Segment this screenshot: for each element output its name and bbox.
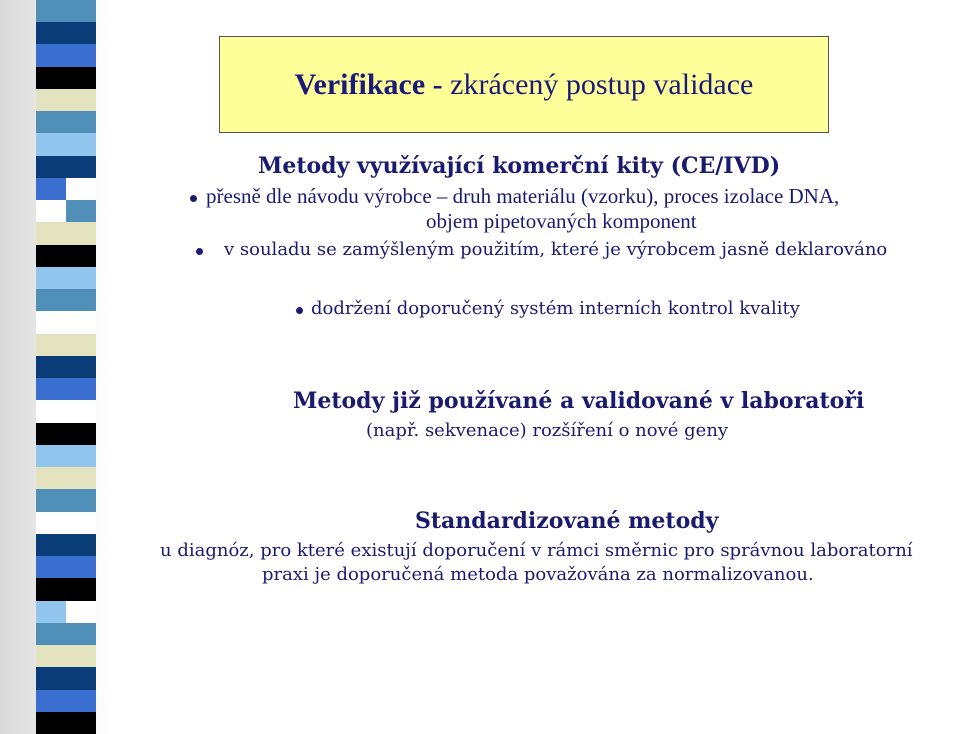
section1-heading: Metody využívající komerční kity (CE/IVD) [258,153,781,179]
bullet-dot-1 [190,195,197,202]
stripe-block [36,0,66,23]
stripe-block [36,667,66,690]
stripe-block [36,311,66,334]
stripe-block [66,22,96,45]
title-bold-part: Verifikace - [294,67,451,101]
section1-bullet3: dodržení doporučený systém interních kontrol kvality [311,298,800,319]
stripe-block [66,289,96,312]
stripe-block [36,467,66,490]
stripe-block [66,467,96,490]
stripe-block [36,489,66,512]
stripe-block [36,200,66,223]
stripe-block [36,44,66,67]
stripe-block [66,556,96,579]
stripe-block [66,311,96,334]
stripe-block [66,601,96,624]
stripe-block [66,645,96,668]
stripe-block [36,712,66,734]
stripe-block [36,623,66,646]
stripe-block [66,445,96,468]
stripe-block [66,222,96,245]
stripe-block [66,111,96,134]
stripe-block [36,423,66,446]
stripe-block [66,44,96,67]
stripe-block [66,89,96,112]
stripe-block [36,512,66,535]
stripe-block [36,378,66,401]
title-normal-part: zkrácený postup validace [450,67,754,101]
stripe-block [66,67,96,90]
stripe-block [36,156,66,179]
stripe-block [36,556,66,579]
stripe-block [66,623,96,646]
stripe-block [66,200,96,223]
stripe-block [36,222,66,245]
stripe-block [66,356,96,379]
stripe-block [36,178,66,201]
stripe-block [66,267,96,290]
stripe-block [36,89,66,112]
stripe-block [36,578,66,601]
stripe-block [66,378,96,401]
stripe-block [36,400,66,423]
stripe-block [66,156,96,179]
stripe-block [36,356,66,379]
stripe-block [66,534,96,557]
stripe-block [66,690,96,713]
stripe-block [66,0,96,23]
section1-bullet2: v souladu se zamýšleným použitím, které je výrobcem jasně deklarováno [224,239,888,260]
stripe-block [66,133,96,156]
stripe-block [36,690,66,713]
stripe-block [36,22,66,45]
bullet-dot-2 [196,248,203,255]
stripe-block [36,445,66,468]
stripe-block [66,423,96,446]
stripe-block [66,400,96,423]
section1-bullet1-line2: objem pipetovaných komponent [426,209,697,233]
stripe-block [66,512,96,535]
stripe-block [66,178,96,201]
stripe-block [36,133,66,156]
slide-title [295,68,754,102]
stripe-block [36,67,66,90]
section1-bullet1-line1: přesně dle návodu výrobce – druh materiálu (vzorku), proces izolace DNA, [206,184,840,208]
stripe-block [36,245,66,268]
title-box [219,36,829,133]
section3-line2: praxi je doporučená metoda považována za normalizovanou. [262,564,814,585]
section2-text: (např. sekvenace) rozšíření o nové geny [366,420,729,441]
stripe-block [66,245,96,268]
stripe-block [36,111,66,134]
stripe-block [66,667,96,690]
bullet-dot-3 [296,307,303,314]
section2-heading: Metody již používané a validované v laboratoři [293,388,865,414]
stripe-block [66,712,96,734]
stripe-block [36,645,66,668]
stripe-block [36,267,66,290]
stripe-block [36,534,66,557]
stripe-block [66,489,96,512]
stripe-block [66,578,96,601]
section3-heading: Standardizované metody [415,508,719,534]
decorative-stripe [36,0,96,734]
stripe-block [66,334,96,357]
section3-line1: u diagnóz, pro které existují doporučení v rámci směrnic pro správnou laboratorní [160,540,913,561]
stripe-block [36,289,66,312]
stripe-block [36,334,66,357]
stripe-block [36,601,66,624]
